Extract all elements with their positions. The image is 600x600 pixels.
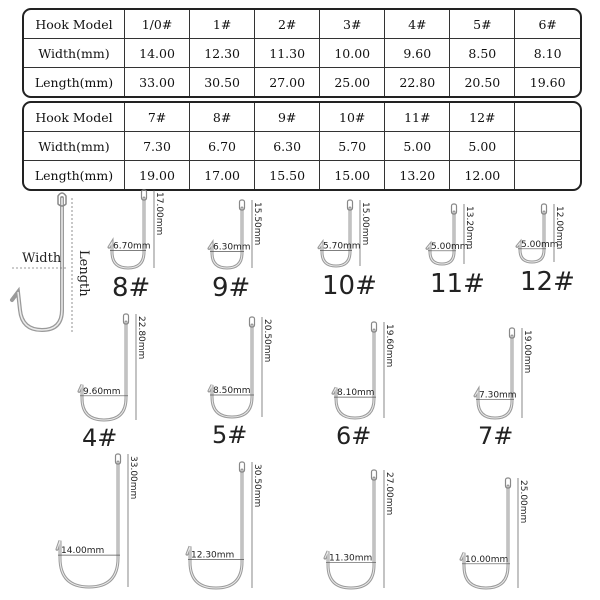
table-cell: 12.00 xyxy=(450,161,515,190)
width-value: 5.00mm xyxy=(521,239,559,250)
table-cell: 6.30 xyxy=(255,132,320,161)
table-cell: 12.30 xyxy=(190,39,255,68)
hook-size-label: 6# xyxy=(336,422,372,450)
hook-icon xyxy=(333,330,374,418)
hook-highlight xyxy=(325,478,374,588)
width-value: 7.30mm xyxy=(479,390,517,401)
hook-item xyxy=(187,462,262,588)
width-legend-label: Width xyxy=(22,251,62,266)
hook-size-label: 4# xyxy=(82,424,118,452)
length-value: 19.60mm xyxy=(384,324,394,368)
length-value: 19.00mm xyxy=(522,330,532,374)
table-cell: 7# xyxy=(125,103,190,132)
length-legend-label: Length xyxy=(76,250,91,297)
table-cell: Length(mm) xyxy=(24,161,125,190)
hook-icon xyxy=(187,470,242,588)
table-cell: 1# xyxy=(190,10,255,39)
hook-icon xyxy=(209,208,242,268)
hook-size-label: 10# xyxy=(322,271,377,301)
table-cell: 19.00 xyxy=(125,161,190,190)
table-cell: 30.50 xyxy=(190,68,255,97)
hook-item xyxy=(109,190,164,303)
hook-icon xyxy=(109,198,144,268)
table-cell: Hook Model xyxy=(24,10,125,39)
length-value: 15.00mm xyxy=(360,202,370,246)
hook-size-label: 7# xyxy=(478,422,514,450)
table-cell: 19.60 xyxy=(515,68,580,97)
length-value: 30.50mm xyxy=(252,464,262,508)
width-value: 9.60mm xyxy=(83,386,121,397)
hook-item xyxy=(209,200,262,303)
hook-item xyxy=(209,317,272,449)
table-cell: 17.00 xyxy=(190,161,255,190)
width-value: 14.00mm xyxy=(61,546,105,557)
table-cell: 2# xyxy=(255,10,320,39)
table-cell: 4# xyxy=(385,10,450,39)
width-value: 11.30mm xyxy=(329,553,373,564)
table-cell: 5.00 xyxy=(450,132,515,161)
table-cell: 5.00 xyxy=(385,132,450,161)
hook-highlight xyxy=(333,330,374,418)
table-cell: 15.50 xyxy=(255,161,320,190)
hook-highlight xyxy=(187,470,242,588)
hook-size-label: 9# xyxy=(212,273,251,303)
hook-item xyxy=(475,328,532,450)
width-value: 6.70mm xyxy=(113,241,151,252)
table-cell: 3# xyxy=(320,10,385,39)
hook-item xyxy=(333,322,394,450)
table-cell: 5# xyxy=(450,10,515,39)
hook-item xyxy=(319,200,377,301)
legend-hook xyxy=(12,193,91,332)
hook-item xyxy=(325,470,394,588)
table-cell: Length(mm) xyxy=(24,68,125,97)
hook-size-label: 5# xyxy=(212,421,248,449)
hook-highlight xyxy=(209,325,252,417)
table-cell: 10# xyxy=(320,103,385,132)
hook-highlight xyxy=(79,322,126,420)
table-cell: Hook Model xyxy=(24,103,125,132)
width-value: 10.00mm xyxy=(465,554,509,565)
hook-size-label: 8# xyxy=(112,273,151,303)
table-cell: 8.10 xyxy=(515,39,580,68)
table-cell: Width(mm) xyxy=(24,132,125,161)
table-cell: 11.30 xyxy=(255,39,320,68)
hook-highlight xyxy=(517,212,544,262)
table-cell: 11# xyxy=(385,103,450,132)
hook-icon xyxy=(427,212,454,264)
hook-highlight xyxy=(461,486,508,588)
length-value: 25.00mm xyxy=(518,480,528,524)
hook-icon xyxy=(475,336,512,418)
hook-size-label: 12# xyxy=(520,267,575,297)
width-value: 8.50mm xyxy=(213,386,251,396)
table-cell: 12# xyxy=(450,103,515,132)
table-cell: 6# xyxy=(515,10,580,39)
width-value: 5.70mm xyxy=(323,241,361,252)
width-value: 12.30mm xyxy=(191,550,235,561)
table-cell: 27.00 xyxy=(255,68,320,97)
hook-item xyxy=(517,204,575,297)
length-value: 17.00mm xyxy=(154,192,164,236)
length-value: 33.00mm xyxy=(128,456,138,500)
hook-icon xyxy=(209,325,252,417)
table-cell: 9.60 xyxy=(385,39,450,68)
width-value: 6.30mm xyxy=(213,242,251,253)
length-value: 12.00mm xyxy=(554,206,564,250)
hook-icon xyxy=(319,208,350,266)
length-value: 13.20mm xyxy=(464,206,474,250)
hook-icon xyxy=(325,478,374,588)
hook-grid xyxy=(57,190,575,588)
hook-item xyxy=(79,314,146,452)
hook-icon xyxy=(79,322,126,420)
table-cell: 10.00 xyxy=(320,39,385,68)
table-cell: 20.50 xyxy=(450,68,515,97)
table-cell: 14.00 xyxy=(125,39,190,68)
table-cell: 22.80 xyxy=(385,68,450,97)
hook-icon xyxy=(461,486,508,588)
table-cell: 6.70 xyxy=(190,132,255,161)
table-cell: 15.00 xyxy=(320,161,385,190)
table-cell: 7.30 xyxy=(125,132,190,161)
hook-item xyxy=(461,478,528,588)
table-cell: 8.50 xyxy=(450,39,515,68)
length-value: 15.50mm xyxy=(252,202,262,246)
length-value: 20.50mm xyxy=(262,319,272,363)
length-value: 22.80mm xyxy=(136,316,146,360)
hook-icon xyxy=(57,462,118,587)
width-value: 5.00mm xyxy=(431,241,469,252)
table-cell: 33.00 xyxy=(125,68,190,97)
hook-item xyxy=(57,454,138,587)
length-value: 27.00mm xyxy=(384,472,394,516)
table-cell: 9# xyxy=(255,103,320,132)
hook-highlight xyxy=(57,462,118,587)
table-cell: 13.20 xyxy=(385,161,450,190)
hook-size-label: 11# xyxy=(430,269,485,299)
table-cell: 8# xyxy=(190,103,255,132)
hook-item xyxy=(427,204,485,299)
hook-highlight xyxy=(475,336,512,418)
table-cell: 25.00 xyxy=(320,68,385,97)
table-cell: 5.70 xyxy=(320,132,385,161)
hook-highlight xyxy=(109,198,144,268)
table-cell: 1/0# xyxy=(125,10,190,39)
width-value: 8.10mm xyxy=(337,388,375,399)
table-cell: Width(mm) xyxy=(24,39,125,68)
